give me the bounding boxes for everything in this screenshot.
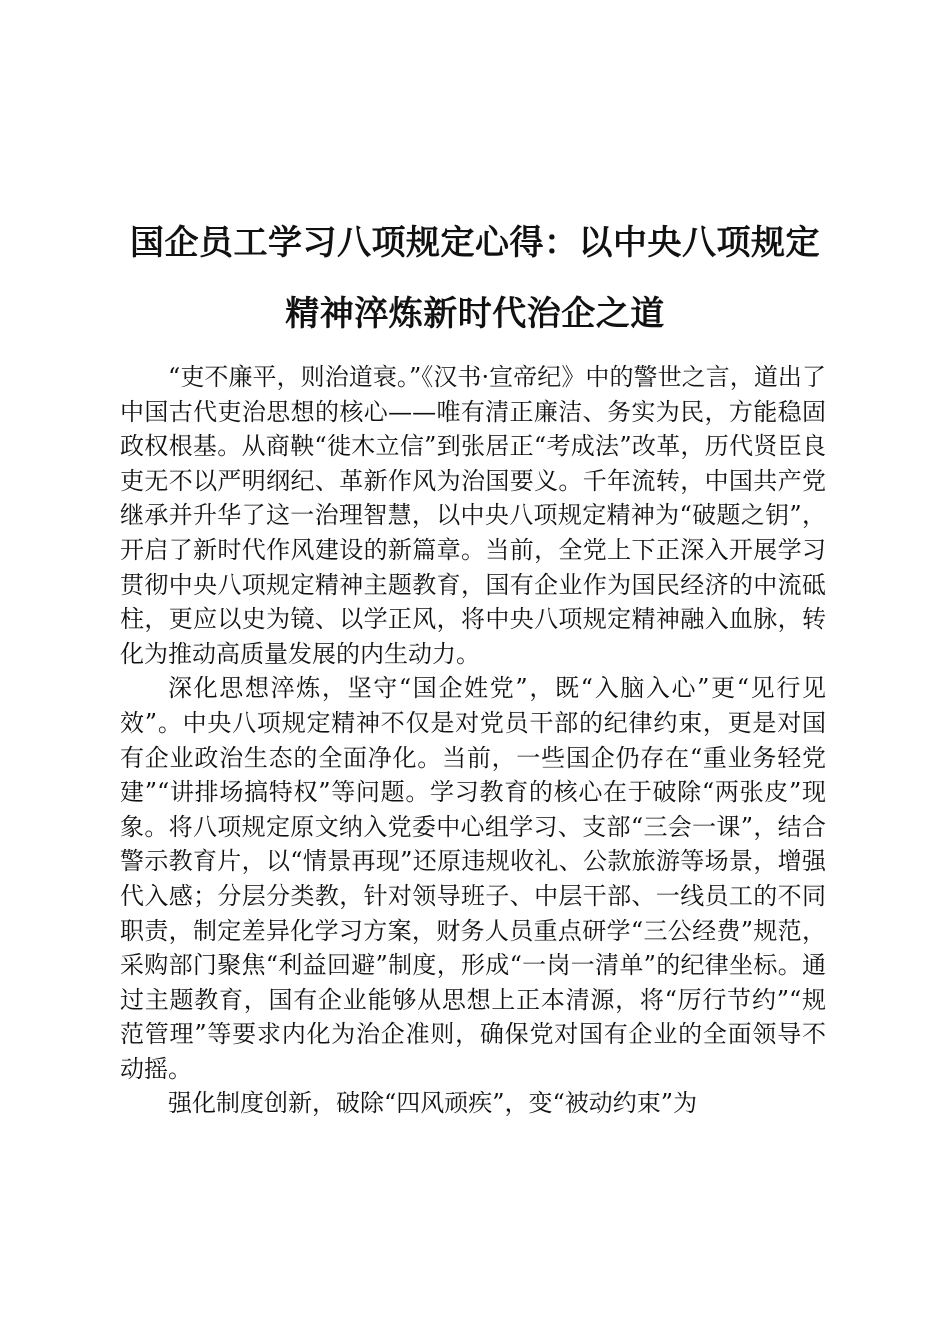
document-title-line-1: 国企员工学习八项规定心得：以中央八项规定 (130, 222, 820, 263)
document-body (120, 360, 826, 1121)
paragraph-2: 深化思想淬炼，坚守“国企姓党”，既“入脑入心”更“见行见效”。中央八项规定精神不仅是对党员干部的纪律约束，更是对国有企业政治生态的全面净化。当前，一些国企仍存在“重业务轻党建”“讲排场搞特权”等问题。学习教育的核心在于破除“两张皮”现象。将八项规定原文纳入党委中心组学习、支部“三会一课”，结合警示教育片，以“情景再现”还原违规收礼、公款旅游等场景，增强代入感；分层分类教，针对领导班子、中层干部、一线员工的不同职责，制定差异化学习方案，财务人员重点研学“三公经费”规范，采购部门聚焦“利益回避”制度，形成“一岗一清单”的纪律坐标。通过主题教育，国有企业能够从思想上正本清源，将“厉行节约”“规范管理”等要求内化为治企准则，确保党对国有企业的全面领导不动摇。 (120, 674, 826, 1083)
paragraph-3: 强化制度创新，破除“四风顽疾”，变“被动约束”为 (168, 1089, 698, 1118)
paragraph-1: “吏不廉平，则治道衰。”《汉书·宣帝纪》中的警世之言，道出了中国古代吏治思想的核心——唯有清正廉洁、务实为民，方能稳固政权根基。从商鞅“徙木立信”到张居正“考成法”改革，历代贤臣良吏无不以严明纲纪、革新作风为治国要义。千年流转，中国共产党继承并升华了这一治理智慧，以中央八项规定精神为“破题之钥”，开启了新时代作风建设的新篇章。当前，全党上下正深入开展学习贯彻中央八项规定精神主题教育，国有企业作为国民经济的中流砥柱，更应以史为镜、以学正风，将中央八项规定精神融入血脉，转化为推动高质量发展的内生动力。 (120, 363, 826, 668)
document-title-line-2: 精神淬炼新时代治企之道 (285, 293, 665, 334)
